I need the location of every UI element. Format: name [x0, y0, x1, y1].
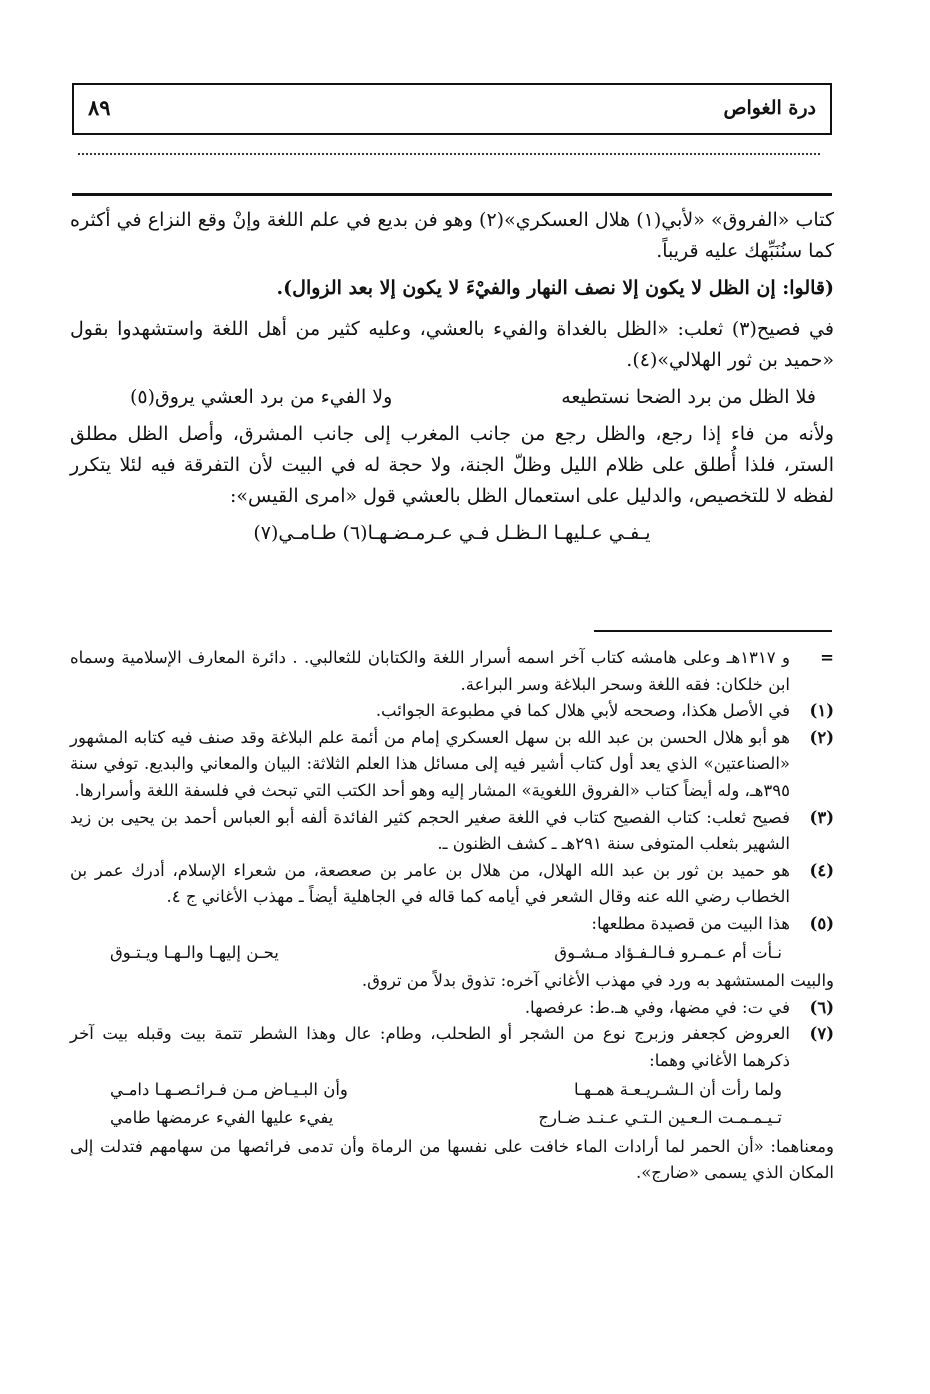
- footnote-marker: (٢): [809, 727, 834, 747]
- footnote-marker: (١): [809, 701, 834, 721]
- verse-1-first-hemistich: فلا الظل من برد الضحا نستطيعه: [561, 386, 816, 408]
- footnote-7-continuation: ومعناهما: «أن الحمر لما أرادات الماء خافت على نفسها من الرماة وأن تدمى فرائصها من سهامهم فتدلت إلى المكان الذي يسمى «ضارج».: [70, 1136, 834, 1183]
- section-heading: (قالوا: إن الظل لا يكون إلا نصف النهار والفيْءَ لا يكون إلا بعد الزوال).: [276, 277, 834, 299]
- footnote-text: هو حميد بن ثور بن عبد الله الهلال، من هلال بن عامر بن صعصعة، من شعراء الإسلام، أدرك عمر بن الخطاب رضي الله عنه وقال الشعر في أيامه كما قاله في الجاهلية أيضاً ـ مهذب الأغاني ج ٤.: [70, 860, 790, 907]
- footnote-4: [70, 858, 834, 911]
- footnote-text: و ١٣١٧هـ وعلى هامشه كتاب آخر اسمه أسرار اللغة والكتابان للثعالبي. . دائرة المعارف الإسلامية وسماه ابن خلكان: فقه اللغة وسحر البلاغة وسر البراعة.: [70, 648, 791, 694]
- verse-second-hemistich: وأن البـيـاض مـن فـرائـصـهـا دامـي: [110, 1079, 348, 1099]
- footnote-3: [70, 805, 834, 858]
- footnote-2: [70, 725, 834, 805]
- verse-2: يـفـي عـليهـا الـظـل فـي عـرمـضـهـا(٦) طـامـي(٧): [253, 522, 651, 544]
- header-rule: [72, 193, 832, 196]
- footnote-marker: (٤): [809, 860, 834, 880]
- footnote-text: في ت: في مضها، وفي هـ.ط: عرفصها.: [524, 997, 790, 1017]
- footnote-marker: (٣): [809, 807, 834, 827]
- footnote-6: [70, 995, 834, 1022]
- footnote-text: هذا البيت من قصيدة مطلعها:: [591, 913, 790, 933]
- verse-1: [70, 382, 834, 413]
- footnote-1: [70, 698, 834, 725]
- footnote-marker: (٥): [809, 913, 834, 933]
- header-title: درة الغواص: [723, 97, 816, 119]
- footnote-rule: [594, 630, 832, 632]
- footnote-text: فصيح ثعلب: كتاب الفصيح كتاب في اللغة صغير الحجم كثير الفائدة ألفه أبو العباس أحمد بن يحيى بن زيد الشهير بثعلب المتوفى سنة ٢٩١هـ ـ كشف الظنون ـ.: [70, 807, 790, 854]
- footnote-5-verse: [70, 940, 834, 967]
- verse-first-hemistich: ولما رأت أن الـشـريـعـة همـهـا: [573, 1079, 782, 1099]
- footnote-text: هو أبو هلال الحسن بن عبد الله بن سهل العسكري إمام من أئمة علم البلاغة وقد صنف فيه كتابه المشهور «الصناعتين» الذي يعد أول كتاب أشير فيه إلى مسائل هذا العلم الثلاثة: البيان والمعاني والبديع. توفي سنة ٣٩٥هـ، وله أيضاً كتاب «الفروق اللغوية» المشار إليه وهو أحد الكتب التي تبحث في فلسفة اللغة وأسرارها.: [70, 727, 790, 800]
- main-text: [70, 205, 834, 551]
- footnote-5: [70, 911, 834, 938]
- paragraph-3: ولأنه من فاء إذا رجع، والظل رجع من جانب المغرب إلى جانب المشرق، وأصل الظل مطلق الستر، فلذا أُطلق على ظلام الليل وظلّ الجنة، ولا حجة له في البيت لأن التفرقة فيه لئلا يتكرر لفظه لا للتخصيص، والدليل على استعمال الظل بالعشي قول «امرى القيس»:: [70, 423, 834, 507]
- footnote-text: في الأصل هكذا، وصححه لأبي هلال كما في مطبوعة الجوائب.: [375, 701, 790, 721]
- verse-second-hemistich: يحـن إليهـا والـهـا ويـتـوق: [110, 942, 279, 962]
- running-header: [72, 83, 832, 135]
- footnote-7: [70, 1021, 834, 1074]
- verse-first-hemistich: نـأت أم عـمـرو فـالـفـؤاد مـشـوق: [554, 942, 782, 962]
- footnote-marker: (٦): [809, 997, 834, 1017]
- footnote-5-continuation: والبيت المستشهد به ورد في مهذب الأغاني آخره: تذوق بدلاً من تروق.: [361, 971, 834, 991]
- page-number: ٨٩: [88, 95, 111, 120]
- footnote-7-verse-1: [70, 1077, 834, 1104]
- verse-second-hemistich: يفيء عليها الفيء عرمضها طامي: [110, 1108, 334, 1128]
- paragraph-1: كتاب «الفروق» «لأبي(١) هلال العسكري»(٢) وهو فن بديع في علم اللغة وإنْ وقع النزاع في أكثره كما سنُنَبِّهك عليه قريباً.: [70, 209, 834, 262]
- verse-first-hemistich: تـيـمـمـت الـعـين الـتـي عـنـد ضـارج: [538, 1108, 782, 1128]
- footnote-marker: (٧): [809, 1024, 834, 1044]
- verse-1-second-hemistich: ولا الفيء من برد العشي يروق(٥): [130, 386, 393, 408]
- footnote-continuation: [70, 645, 834, 698]
- paragraph-2: في فصيح(٣) ثعلب: «الظل بالغداة والفيء بالعشي، وعليه كثير من أهل اللغة واستشهدوا بقول «حميد بن ثور الهلالي»(٤).: [70, 318, 834, 371]
- footnote-text: العروض كجعفر وزبرج نوع من الشجر أو الطحلب، وطام: عال وهذا الشطر تتمة بيت وقبله بيت آخر ذكرهما الأغاني وهما:: [70, 1024, 790, 1070]
- footnote-marker: =: [820, 648, 834, 667]
- dotted-separator: [78, 153, 820, 155]
- footnotes: [70, 645, 834, 1187]
- footnote-7-verse-2: [70, 1105, 834, 1132]
